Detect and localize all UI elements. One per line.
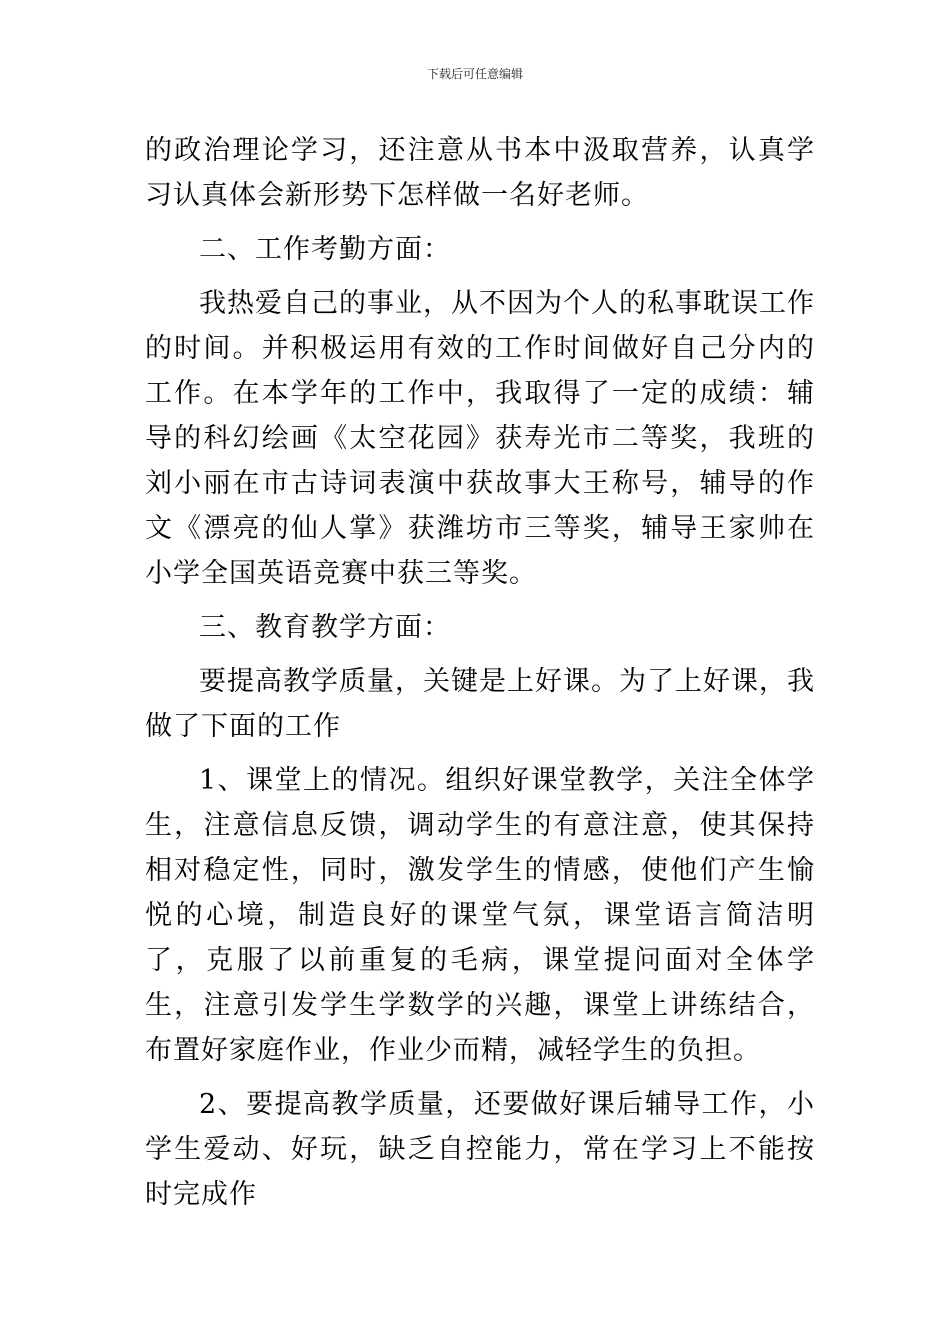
paragraph-classroom: 1、课堂上的情况。组织好课堂教学，关注全体学生，注意信息反馈，调动学生的有意注意，使其保持相对稳定性，同时，激发学生的情感，使他们产生愉悦的心境，制造良好的课堂气氛，课堂语言简洁明了，克服了以前重复的毛病，课堂提问面对全体学生，注意引发学生学数学的兴趣，课堂上讲练结合，布置好家庭作业，作业少而精，减轻学生的负担。	[145, 765, 815, 1066]
paragraph-after-class: 2、要提高教学质量，还要做好课后辅导工作，小学生爱动、好玩，缺乏自控能力，常在学习上不能按时完成作	[145, 1089, 815, 1210]
section-heading-attendance: 二、工作考勤方面：	[199, 234, 451, 265]
paragraph-continuation: 的政治理论学习，还注意从书本中汲取营养，认真学习认真体会新形势下怎样做一名好老师。	[145, 135, 815, 211]
paragraph-teaching-intro: 要提高教学质量，关键是上好课。为了上好课，我做了下面的工作	[145, 666, 815, 742]
paragraph-attendance: 我热爱自己的事业，从不因为个人的私事耽误工作的时间。并积极运用有效的工作时间做好自己分内的工作。在本学年的工作中，我取得了一定的成绩：辅导的科幻绘画《太空花园》获寿光市二等奖，我班的刘小丽在市古诗词表演中获故事大王称号，辅导的作文《漂亮的仙人掌》获潍坊市三等奖，辅导王家帅在小学全国英语竞赛中获三等奖。	[145, 288, 815, 589]
section-heading-teaching: 三、教育教学方面：	[199, 612, 451, 643]
document-body	[145, 128, 815, 1217]
page-header-note: 下载后可任意编辑	[426, 67, 523, 81]
